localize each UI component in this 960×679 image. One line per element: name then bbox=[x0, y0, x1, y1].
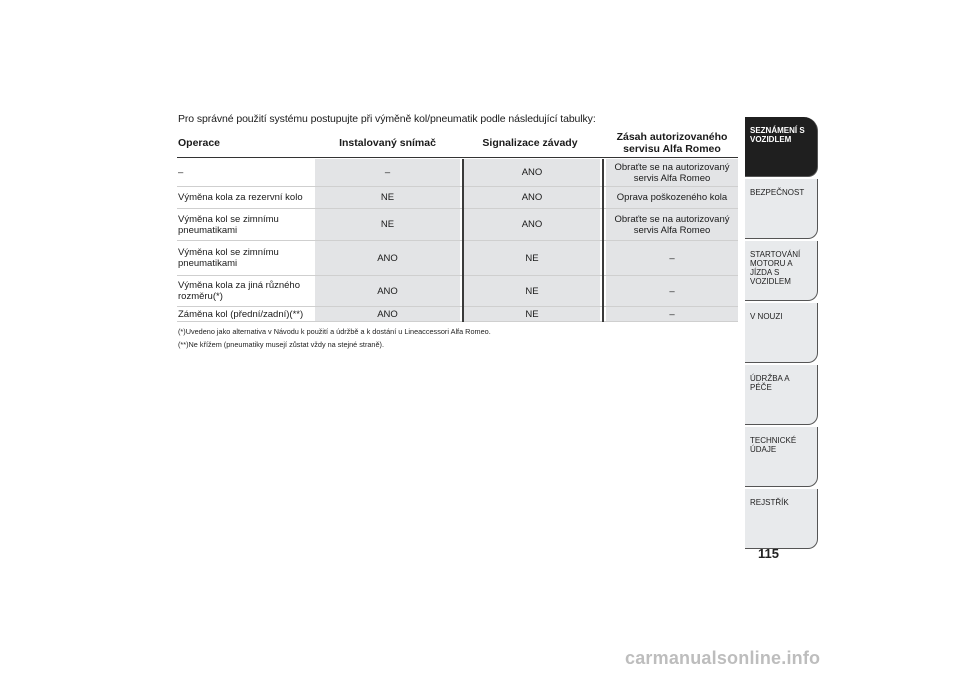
table-row bbox=[177, 241, 738, 276]
cell-service: Oprava poškozeného kola bbox=[606, 187, 738, 208]
cell-service: Obraťte se na autorizovaný servis Alfa Romeo bbox=[606, 209, 738, 240]
header-divider bbox=[177, 157, 738, 158]
tab-rejstrik[interactable]: REJSTŘÍK bbox=[745, 489, 818, 549]
header-operace: Operace bbox=[178, 137, 221, 149]
cell-service: – bbox=[606, 276, 738, 306]
cell-operation: Výměna kola za rezervní kolo bbox=[178, 192, 303, 203]
header-sensor: Instalovaný snímač bbox=[339, 137, 436, 149]
cell-signal: NE bbox=[464, 276, 600, 306]
table-header bbox=[177, 129, 738, 159]
tab-seznameni[interactable]: SEZNÁMENÍ S VOZIDLEM bbox=[745, 117, 818, 177]
watermark: carmanualsonline.info bbox=[625, 648, 821, 668]
cell-service: – bbox=[606, 307, 738, 321]
tab-startovani[interactable]: STARTOVÁNÍ MOTORU A JÍZDA S VOZIDLEM bbox=[745, 241, 818, 301]
cell-sensor: ANO bbox=[315, 307, 460, 321]
header-signal: Signalizace závady bbox=[482, 137, 578, 149]
cell-signal: NE bbox=[464, 241, 600, 275]
cell-service: – bbox=[606, 241, 738, 275]
tab-udrzba[interactable]: ÚDRŽBA A PÉČE bbox=[745, 365, 818, 425]
table-row bbox=[177, 276, 738, 307]
table-row bbox=[177, 159, 738, 187]
cell-sensor: – bbox=[315, 159, 460, 186]
table-row bbox=[177, 187, 738, 209]
cell-signal: ANO bbox=[464, 187, 600, 208]
tab-bezpecnost[interactable]: BEZPEČNOST bbox=[745, 179, 818, 239]
cell-signal: NE bbox=[464, 307, 600, 321]
cell-sensor: ANO bbox=[315, 241, 460, 275]
cell-service: Obraťte se na autorizovaný servis Alfa Romeo bbox=[606, 159, 738, 186]
footnote-1: (*)Uvedeno jako alternativa v Návodu k použití a údržbě a k dostání u Lineaccessori Alfa Romeo. bbox=[178, 327, 491, 336]
header-service: Zásah autorizovaného servisu Alfa Romeo bbox=[616, 131, 728, 155]
cell-operation: Výměna kol se zimnímu pneumatikami bbox=[178, 247, 279, 269]
cell-signal: ANO bbox=[464, 209, 600, 240]
cell-operation: Záměna kol (přední/zadní)(**) bbox=[178, 308, 304, 320]
intro-text: Pro správné použití systému postupujte při výměně kol/pneumatik podle následující tabulky: bbox=[178, 113, 596, 125]
cell-operation: – bbox=[178, 167, 184, 178]
page-number: 115 bbox=[758, 546, 779, 561]
tab-technicke-udaje[interactable]: TECHNICKÉ ÚDAJE bbox=[745, 427, 818, 487]
cell-sensor: NE bbox=[315, 209, 460, 240]
wheel-change-table bbox=[177, 129, 738, 322]
cell-sensor: NE bbox=[315, 187, 460, 208]
cell-operation: Výměna kol se zimnímu pneumatikami bbox=[178, 213, 279, 236]
cell-signal: ANO bbox=[464, 159, 600, 186]
table-row bbox=[177, 307, 738, 322]
footnote-2: (**)Ne křížem (pneumatiky musejí zůstat vždy na stejné straně). bbox=[178, 340, 385, 349]
cell-operation: Výměna kola za jiná různého rozměru(*) bbox=[178, 280, 300, 302]
tab-v-nouzi[interactable]: V NOUZI bbox=[745, 303, 818, 363]
table-row bbox=[177, 209, 738, 241]
cell-sensor: ANO bbox=[315, 276, 460, 306]
